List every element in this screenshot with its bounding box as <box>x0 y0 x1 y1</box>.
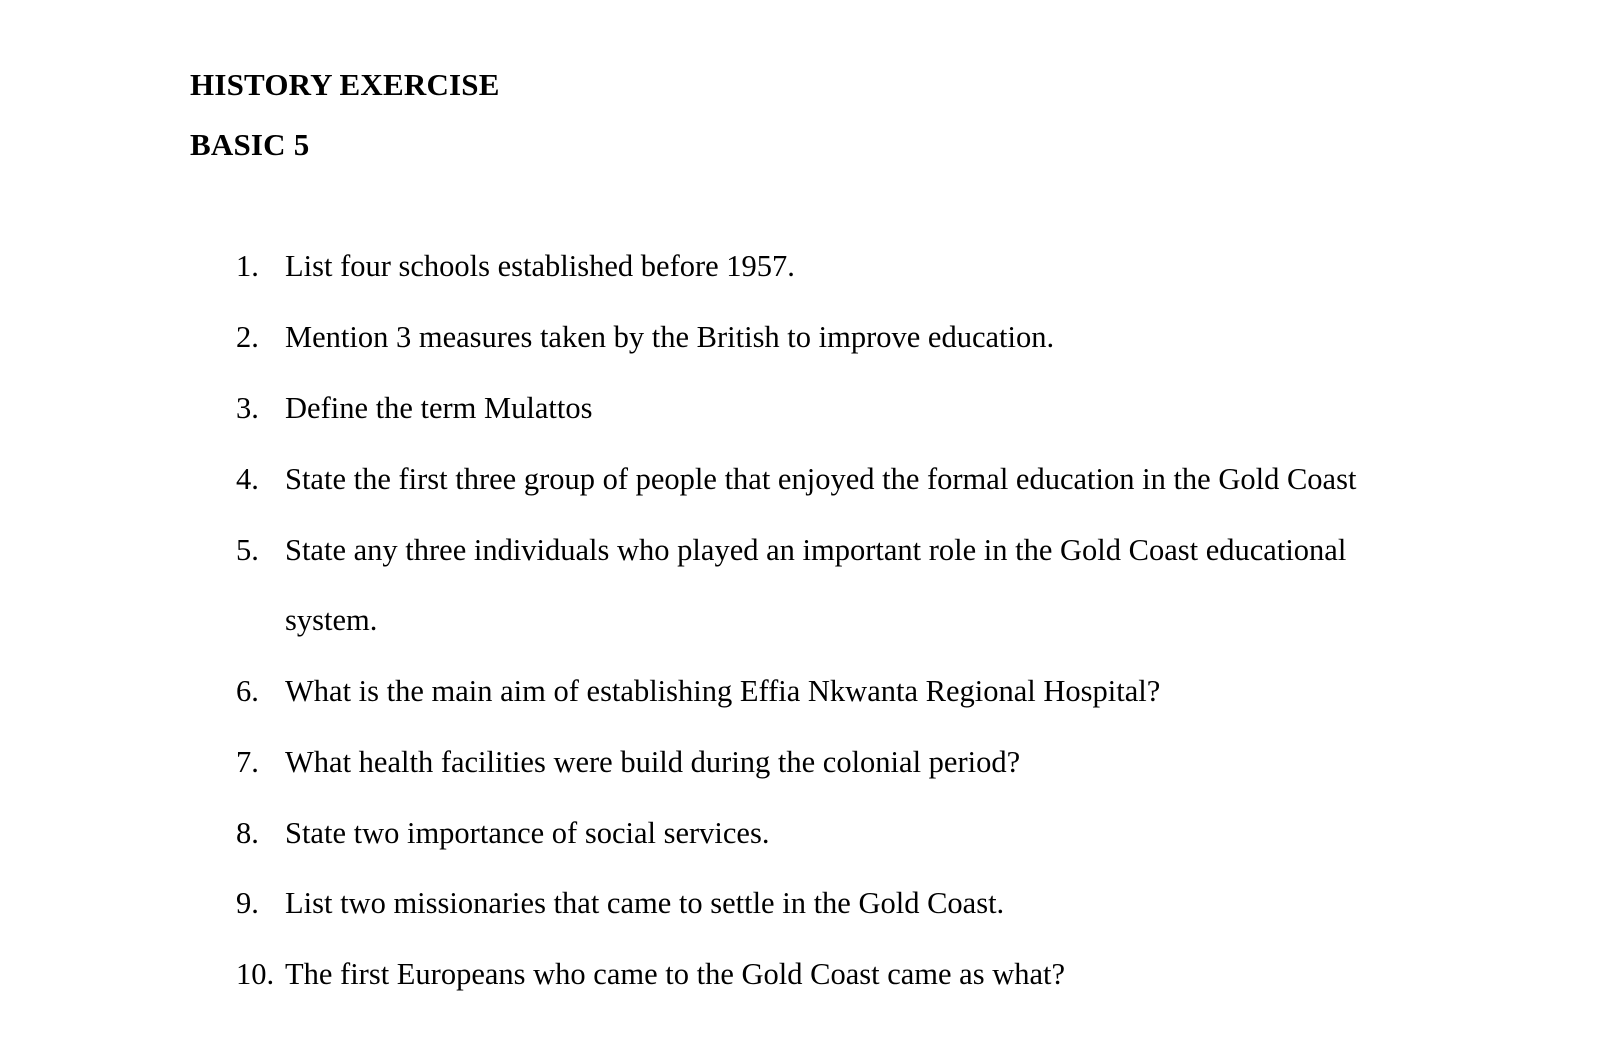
question-number: 1. <box>236 249 259 283</box>
question-number: 9. <box>236 886 259 920</box>
question-text: List four schools established before 1957. <box>285 249 795 283</box>
question-number: 5. <box>236 533 259 567</box>
question-number: 4. <box>236 462 259 496</box>
question-number: 3. <box>236 391 259 425</box>
question-text: State the first three group of people that enjoyed the formal education in the Gold Coast <box>285 462 1357 496</box>
question-text: State any three individuals who played an important role in the Gold Coast educational <box>285 533 1347 567</box>
page-title: HISTORY EXERCISE <box>190 67 500 102</box>
question-text-continued: system. <box>285 603 378 637</box>
question-number: 8. <box>236 816 259 850</box>
question-number: 7. <box>236 745 259 779</box>
question-number: 6. <box>236 674 259 708</box>
question-text: Mention 3 measures taken by the British to improve education. <box>285 320 1055 354</box>
question-text: List two missionaries that came to settle in the Gold Coast. <box>285 886 1005 920</box>
page-subtitle: BASIC 5 <box>190 127 310 162</box>
question-text: State two importance of social services. <box>285 816 770 850</box>
question-text: The first Europeans who came to the Gold Coast came as what? <box>285 957 1066 991</box>
question-number: 10. <box>236 957 275 991</box>
question-text: Define the term Mulattos <box>285 391 593 425</box>
question-text: What is the main aim of establishing Effia Nkwanta Regional Hospital? <box>285 674 1161 708</box>
question-number: 2. <box>236 320 259 354</box>
question-text: What health facilities were build during the colonial period? <box>285 745 1021 779</box>
